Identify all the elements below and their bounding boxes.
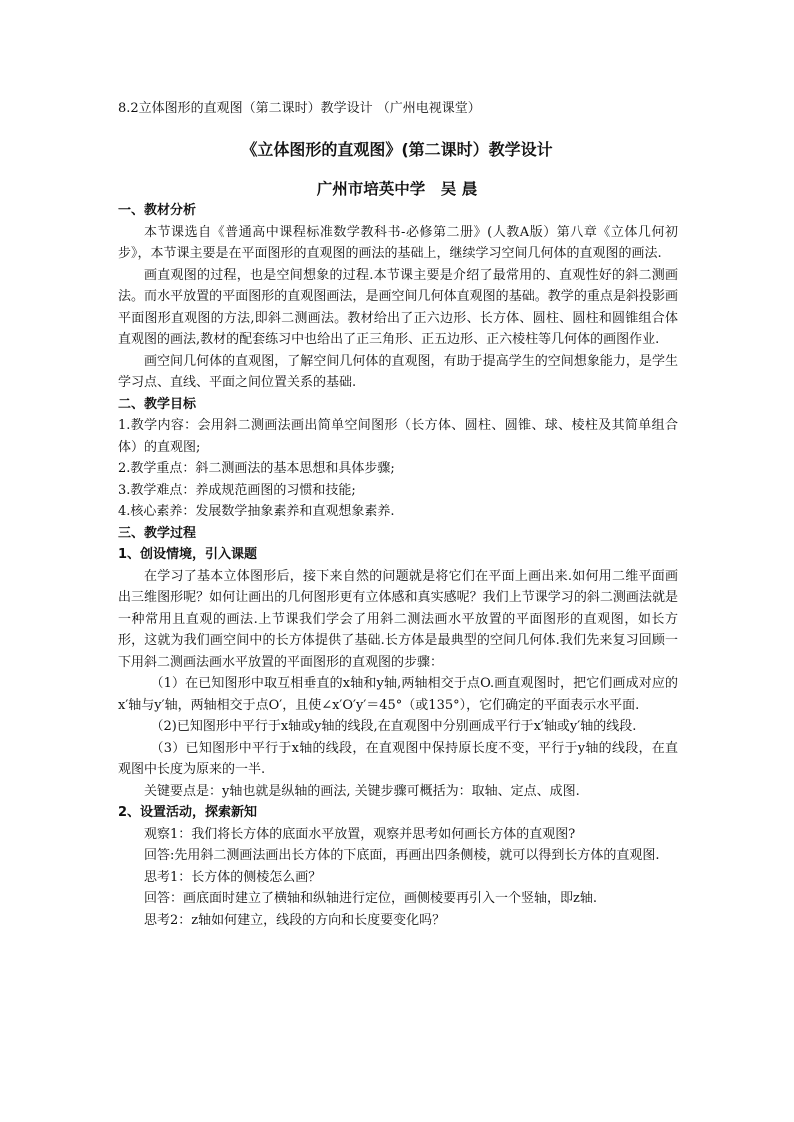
document-author: 广州市培英中学 吴 晨 [316, 180, 478, 198]
list-item: 4.核心素养：发展数学抽象素养和直观想象素养. [118, 504, 395, 519]
section-heading: 二、教学目标 [118, 396, 197, 412]
paragraph: 在学习了基本立体图形后，接下来自然的问题就是将它们在平面上画出来.如何用二维平面画出三维图形呢？如何让画出的几何图形更有立体感和真实感呢？我们上节课学习的斜二测画法就是一种常用且直观的画法.上节课我们学会了用斜二测法画水平放置的平面图形的直观图，如长方形，这就为我们画空间中的长方体提供了基础.长方体是最典型的空间几何体.我们先来复习回顾一下用斜二测画法画水平放置的平面图形的直观图的步骤： [118, 568, 678, 670]
section-heading: 一、教材分析 [118, 203, 197, 218]
paragraph: 本节课选自《普通高中课程标准数学教科书-必修第二册》(人教A版）第八章《立体几何初步》，本节课主要是在平面图形的直观图的画法的基础上，继续学习空间几何体的直观图的画法. [118, 224, 678, 261]
subsection-heading: 1、创设情境，引入课题 [118, 547, 258, 562]
step-paragraph: （2)已知图形中平行于x轴或y轴的线段,在直观图中分别画成平行于x′轴或y′轴的线段. [150, 719, 637, 734]
document-header-line: 8.2立体图形的直观图（第二课时）教学设计 （广州电视课堂） [118, 101, 481, 116]
list-item: 3.教学难点：养成规范画图的习惯和技能; [118, 482, 356, 498]
step-paragraph: （1）在已知图形中取互相垂直的x轴和y轴,两轴相交于点O.画直观图时，把它们画成对应的x′轴与y′轴，两轴相交于点O′，且使∠x′O′y′＝45°（或135°），它们确定的平面表示水平面. [118, 676, 678, 713]
step-paragraph: （3）已知图形中平行于x轴的线段，在直观图中保持原长度不变，平行于y轴的线段，在直观图中长度为原来的一半. [118, 740, 678, 777]
list-item: 2.教学重点：斜二测画法的基本思想和具体步骤; [118, 461, 395, 476]
paragraph: 画直观图的过程，也是空间想象的过程.本节课主要是介绍了最常用的、直观性好的斜二测画法。而水平放置的平面图形的直观图画法，是画空间几何体直观图的基础。教学的重点是斜投影画平面图形直观图的方法,即斜二测画法。教材给出了正六边形、长方体、圆柱、圆柱和圆锥组合体直观图的画法,教材的配套练习中也给出了正三角形、正五边形、正六棱柱等几何体的画图作业. [118, 267, 678, 347]
subsection-heading: 2、设置活动，探索新知 [118, 805, 258, 820]
paragraph: 画空间几何体的直观图，了解空间几何体的直观图，有助于提高学生的空间想象能力，是学生学习点、直线、平面之间位置关系的基础. [118, 353, 678, 390]
paragraph: 关键要点是：y轴也就是纵轴的画法, 关键步骤可概括为：取轴、定点、成图. [144, 783, 580, 799]
section-heading: 三、教学过程 [118, 525, 197, 541]
document-body [118, 200, 678, 931]
list-item: 1.教学内容：会用斜二测画法画出简单空间图形（长方体、圆柱、圆锥、球、棱柱及其简单组合体）的直观图; [118, 418, 678, 455]
paragraph: 回答:先用斜二测画法画出长方体的下底面，再画出四条侧棱，就可以得到长方体的直观图. [144, 848, 660, 863]
paragraph: 观察1：我们将长方体的底面水平放置，观察并思考如何画长方体的直观图? [144, 826, 576, 842]
document-title: 《立体图形的直观图》(第二课时）教学设计 [241, 140, 553, 159]
paragraph: 回答：画底面时建立了横轴和纵轴进行定位，画侧棱要再引入一个竖轴，即z轴. [144, 891, 597, 906]
paragraph: 思考2：z轴如何建立，线段的方向和长度要变化吗？ [144, 912, 446, 928]
paragraph: 思考1：长方体的侧棱怎么画？ [144, 869, 322, 885]
